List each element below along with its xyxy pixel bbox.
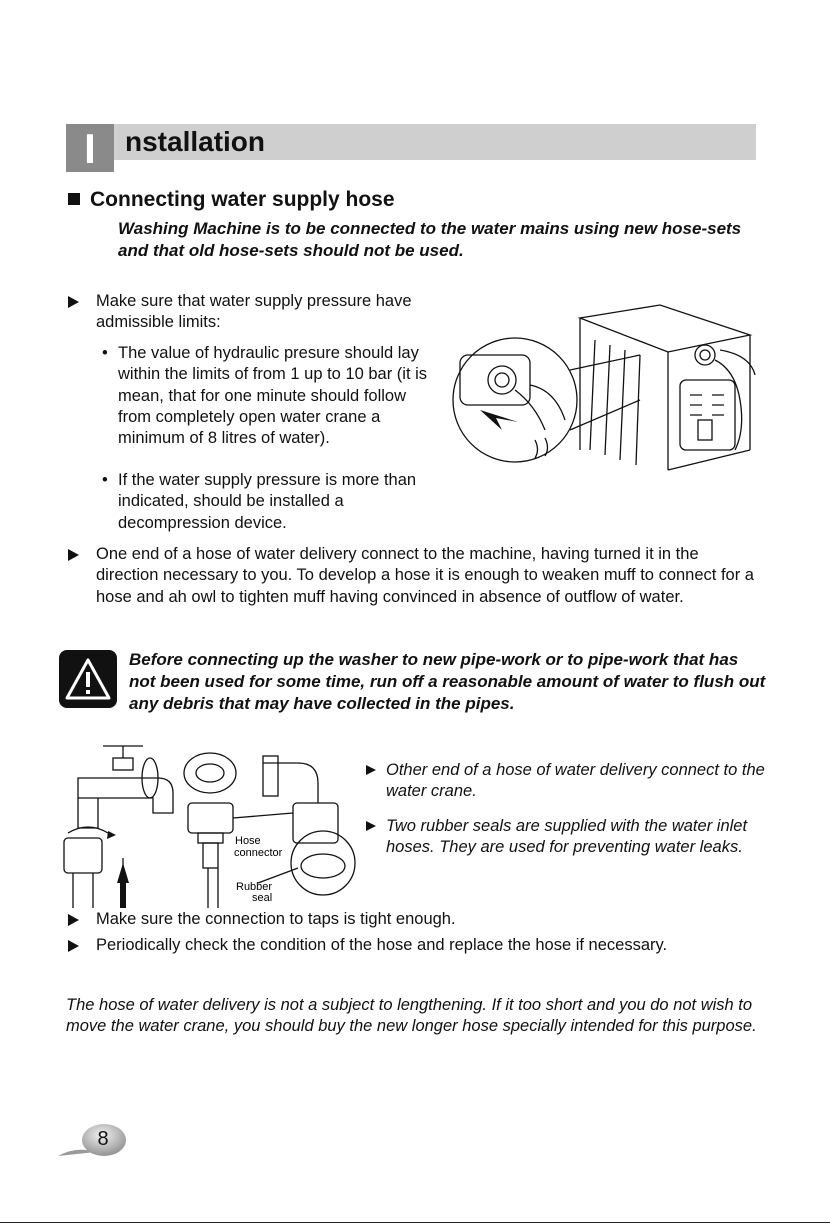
section-intro: Washing Machine is to be connected to the water mains using new hose-sets and that old hose-sets should not be used. bbox=[118, 219, 742, 260]
hose-connector-label-1: Hose bbox=[235, 835, 261, 847]
bullet-arrow-icon bbox=[68, 940, 79, 952]
bullet-arrow-icon bbox=[68, 296, 79, 308]
tap-hose-illustration bbox=[58, 738, 358, 913]
pressure-sub1-text: The value of hydraulic presure should lay within the limits of from 1 up to 10 bar (it is mean, that for one minute should follow from completely open water crane a minimum of 8 litres of water). bbox=[118, 344, 428, 448]
machine-hose-illustration bbox=[440, 300, 770, 480]
pressure-line-2: admissible limits: bbox=[96, 313, 221, 332]
page-title: nstallation bbox=[125, 126, 266, 157]
final-bullet-list bbox=[96, 909, 776, 956]
page-number: 8 bbox=[97, 1128, 109, 1150]
bottom-divider bbox=[0, 1222, 830, 1223]
note-text: Two rubber seals are supplied with the water inlet hoses. They are used for preventing water leaks. bbox=[386, 816, 748, 856]
rubber-seal-label-2: seal bbox=[252, 892, 273, 904]
pressure-sub-item-2 bbox=[102, 470, 438, 534]
pressure-sub2-text: If the water supply pressure is more than indicated, should be installed a decompression device. bbox=[118, 471, 417, 532]
pressure-line-1: Make sure that water supply pressure have bbox=[96, 292, 412, 310]
bullet-arrow-icon bbox=[68, 549, 79, 561]
pressure-sub-item-1 bbox=[102, 343, 438, 449]
footnote: The hose of water delivery is not a subject to lengthening. If it too short and you do not wish to move the water crane, you should buy the new longer hose specially intended for this purpose. bbox=[66, 996, 757, 1036]
section-title: Connecting water supply hose bbox=[90, 188, 395, 211]
pressure-paragraph bbox=[96, 291, 456, 334]
warning-text: Before connecting up the washer to new pipe-work or to pipe-work that has not been used for some time, run off a reasonable amount of water to flush out any debris that may have collected in the pipes. bbox=[129, 650, 766, 713]
header-initial: I bbox=[84, 125, 96, 172]
connect-paragraph: One end of a hose of water delivery connect to the machine, having turned it in the direction necessary to you. To develop a hose it is enough to weaken muff to connect for a hose and ah owl to tighten muff having convinced in absence of outflow of water. bbox=[96, 545, 754, 606]
final-bullet-item: Periodically check the condition of the hose and replace the hose if necessary. bbox=[96, 936, 668, 954]
note-item bbox=[386, 760, 776, 803]
section-bullet-icon bbox=[68, 193, 80, 205]
note-item bbox=[386, 816, 776, 859]
dot-bullet-icon: • bbox=[102, 471, 108, 489]
dot-bullet-icon: • bbox=[102, 344, 108, 362]
bullet-arrow-icon bbox=[68, 914, 79, 926]
header-initial-box bbox=[66, 124, 114, 172]
warning-triangle-icon bbox=[59, 650, 117, 708]
final-bullet-item: Make sure the connection to taps is tight enough. bbox=[96, 910, 456, 928]
rubber-seal-label-1: Rubber bbox=[236, 881, 273, 893]
bullet-arrow-icon bbox=[366, 821, 376, 831]
illustration-notes bbox=[386, 760, 776, 858]
bullet-arrow-icon bbox=[366, 765, 376, 775]
note-text: Other end of a hose of water delivery connect to the water crane. bbox=[386, 761, 765, 801]
hose-connector-label-2: connector bbox=[234, 847, 283, 859]
